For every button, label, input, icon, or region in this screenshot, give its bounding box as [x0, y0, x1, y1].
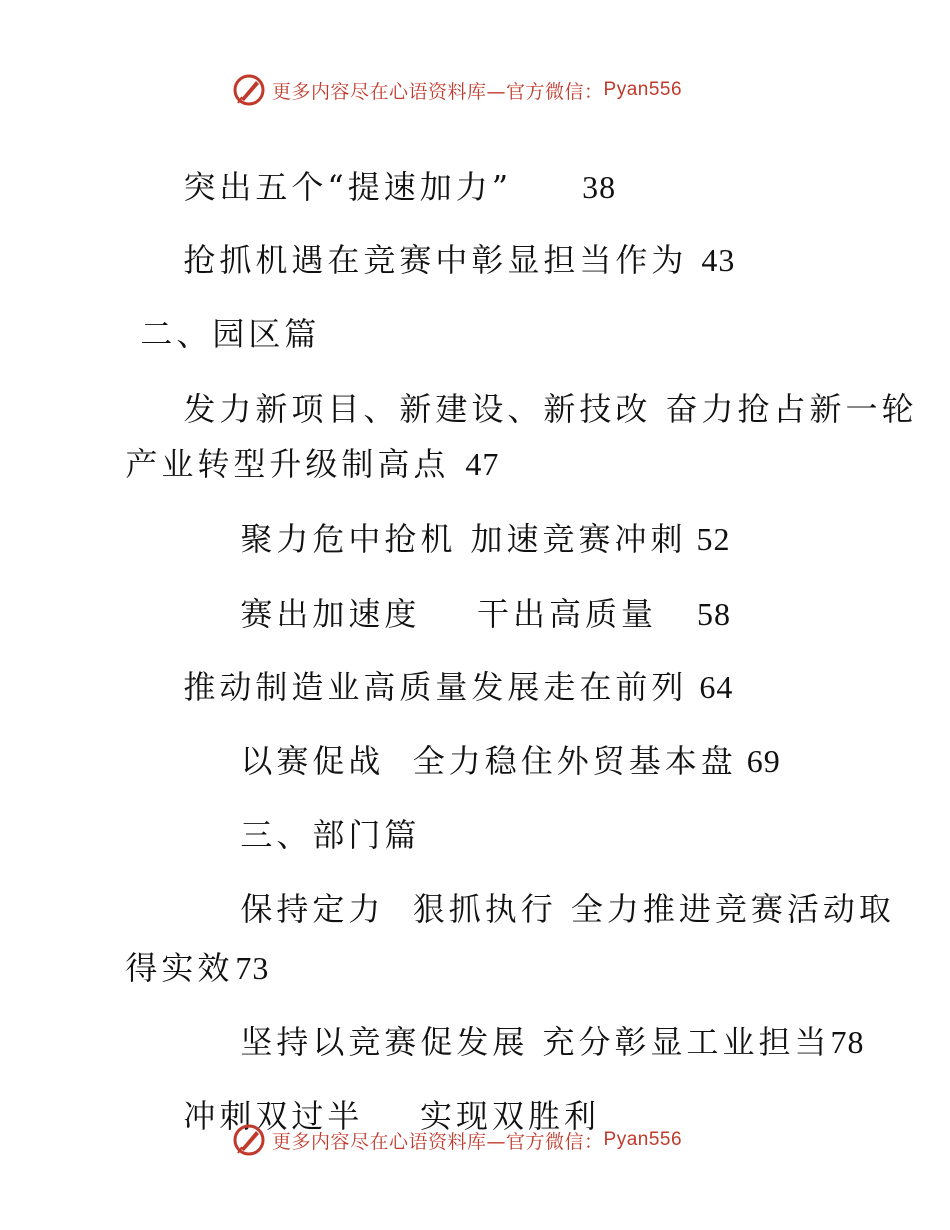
toc-entry	[212, 554, 732, 633]
toc-page: 78	[830, 1024, 865, 1060]
toc-entry	[212, 479, 731, 558]
toc-entry-continuation	[97, 404, 500, 483]
toc-section-heading	[212, 775, 421, 854]
toc-entry	[212, 982, 865, 1061]
toc-page: 38	[582, 169, 617, 205]
toc-entry	[155, 349, 918, 428]
toc-title: 冲刺双过半 实现双胜利	[183, 1097, 601, 1135]
toc-title: 得实效	[125, 949, 234, 987]
toc-title: 坚持以竞赛促发展 充分彰显工业担当	[240, 1023, 831, 1061]
watermark-text: 更多内容尽在心语资料库—官方微信：	[272, 80, 604, 103]
toc-entry	[155, 127, 617, 206]
toc-section-heading	[112, 274, 321, 353]
toc-title: 赛出加速度 干出高质量	[240, 595, 658, 633]
watermark-footer	[232, 1122, 682, 1158]
toc-title: 推动制造业高质量发展走在前列	[183, 668, 688, 706]
watermark-handle: Pyan556	[603, 1129, 683, 1150]
toc-entry	[155, 200, 736, 279]
toc-title: 聚力危中抢机 加速竞赛冲刺	[240, 520, 687, 558]
watermark-handle: Pyan556	[603, 79, 683, 100]
watermark-header	[232, 72, 682, 108]
toc-title: 发力新项目、新建设、新技改 奋力抢占新一轮	[183, 390, 918, 428]
quill-logo-icon	[232, 73, 266, 107]
toc-page: 43	[701, 242, 736, 278]
toc-page: 73	[235, 950, 270, 986]
quill-logo-icon	[232, 1123, 266, 1157]
toc-page: 47	[465, 446, 500, 482]
toc-page: 69	[746, 743, 781, 779]
toc-title: 二、园区篇	[140, 315, 321, 353]
toc-page: 64	[699, 669, 734, 705]
toc-title: 三、部门篇	[240, 816, 421, 854]
toc-entry	[155, 1056, 601, 1135]
toc-entry	[212, 701, 781, 780]
toc-title: 产业转型升级制高点	[125, 445, 450, 483]
toc-title: 保持定力 狠抓执行 全力推进竞赛活动取	[240, 890, 895, 928]
toc-entry	[212, 849, 895, 928]
toc-page: 58	[697, 596, 732, 632]
toc-title: 以赛促战 全力稳住外贸基本盘	[240, 742, 737, 780]
toc-page: 52	[696, 521, 731, 557]
toc-entry	[155, 627, 734, 706]
toc-title: 突出五个“提速加力”	[183, 168, 513, 206]
watermark-text: 更多内容尽在心语资料库—官方微信：	[272, 1130, 604, 1153]
toc-title: 抢抓机遇在竞赛中彰显担当作为	[183, 241, 688, 279]
toc-entry-continuation	[97, 908, 270, 987]
